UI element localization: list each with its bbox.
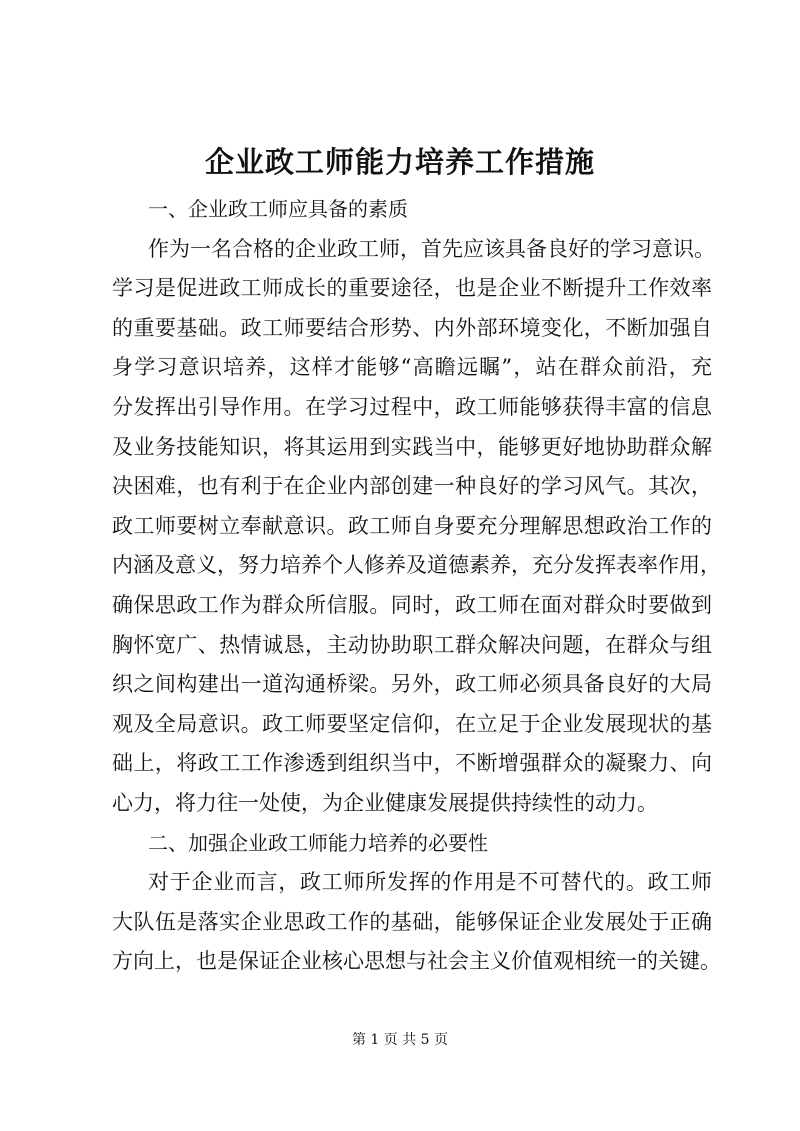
section-heading-1: 一、企业政工师应具备的素质 bbox=[148, 197, 408, 221]
paragraph-line: 分发挥出引导作用。在学习过程中，政工师能够获得丰富的信息 bbox=[112, 394, 712, 419]
paragraph-line: 方向上，也是保证企业核心思想与社会主义价值观相统一的关键。 bbox=[112, 949, 721, 974]
section-heading-2: 二、加强企业政工师能力培养的必要性 bbox=[148, 830, 488, 855]
paragraph-line: 决困难，也有利于在企业内部创建一种良好的学习风气。其次， bbox=[112, 474, 712, 499]
paragraph-line: 身学习意识培养，这样才能够“高瞻远瞩”，站在群众前沿，充 bbox=[112, 355, 712, 380]
paragraph-line: 织之间构建出一道沟通桥梁。另外，政工师必须具备良好的大局 bbox=[112, 672, 712, 697]
page-number-footer: 第 1 页 共 5 页 bbox=[351, 1032, 449, 1048]
paragraph-line: 确保思政工作为群众所信服。同时，政工师在面对群众时要做到 bbox=[112, 592, 712, 617]
paragraph-line: 础上，将政工工作渗透到组织当中，不断增强群众的凝聚力、向 bbox=[112, 751, 712, 776]
paragraph-line: 内涵及意义，努力培养个人修养及道德素养，充分发挥表率作用， bbox=[112, 553, 721, 578]
document-body bbox=[112, 190, 721, 982]
paragraph-line: 心力，将力往一处使，为企业健康发展提供持续性的动力。 bbox=[112, 790, 658, 815]
paragraph-line: 学习是促进政工师成长的重要途径，也是企业不断提升工作效率 bbox=[112, 276, 712, 301]
paragraph-line: 政工师要树立奉献意识。政工师自身要充分理解思想政治工作的 bbox=[112, 513, 712, 538]
paragraph-line: 大队伍是落实企业思政工作的基础，能够保证企业发展处于正确 bbox=[112, 909, 712, 934]
paragraph-line: 胸怀宽广、热情诚恳，主动协助职工群众解决问题，在群众与组 bbox=[112, 632, 712, 657]
paragraph-line: 作为一名合格的企业政工师，首先应该具备良好的学习意识。 bbox=[148, 236, 715, 261]
document-title: 企业政工师能力培养工作措施 bbox=[204, 145, 595, 179]
paragraph-line: 的重要基础。政工师要结合形势、内外部环境变化，不断加强自 bbox=[112, 315, 712, 340]
paragraph-line: 观及全局意识。政工师要坚定信仰，在立足于企业发展现状的基 bbox=[112, 711, 712, 736]
paragraph-line: 及业务技能知识，将其运用到实践当中，能够更好地协助群众解 bbox=[112, 434, 712, 459]
paragraph-line: 对于企业而言，政工师所发挥的作用是不可替代的。政工师 bbox=[148, 870, 712, 895]
